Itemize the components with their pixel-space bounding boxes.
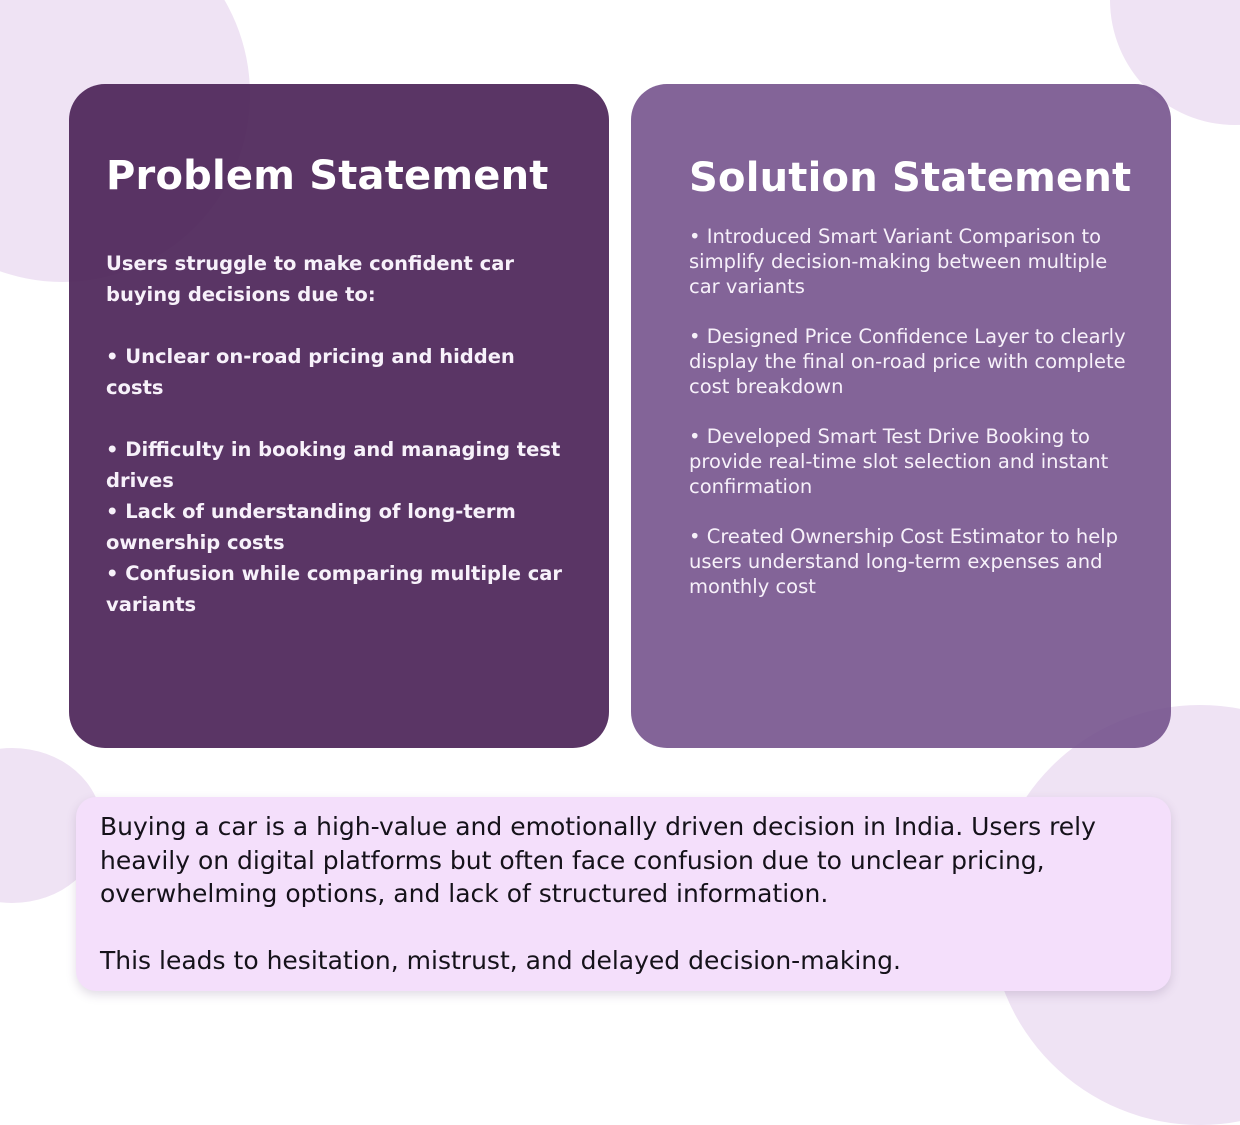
summary-paragraph-impact: This leads to hesitation, mistrust, and delayed decision-making. (100, 946, 901, 975)
problem-item: • Confusion while comparing multiple car variants (106, 562, 563, 616)
problem-item: • Lack of understanding of long-term ownership costs (106, 500, 516, 554)
solution-item: • Created Ownership Cost Estimator to help users understand long-term expenses and monthly cost (689, 525, 1119, 598)
solution-statement-title: Solution Statement (689, 155, 1132, 201)
problem-statement-title: Problem Statement (106, 153, 549, 199)
problem-intro: Users struggle to make confident car buying decisions due to: (106, 252, 514, 306)
solution-item: • Developed Smart Test Drive Booking to provide real-time slot selection and instant confirmation (689, 425, 1109, 498)
problem-statement-body (106, 248, 579, 620)
solution-statement-card (631, 84, 1171, 748)
problem-item: • Unclear on-road pricing and hidden costs (106, 345, 515, 399)
problem-item: • Difficulty in booking and managing test drives (106, 438, 561, 492)
problem-statement-card (69, 84, 609, 748)
context-summary-box (76, 797, 1171, 991)
solution-item: • Introduced Smart Variant Comparison to simplify decision-making between multiple car variants (689, 225, 1108, 298)
solution-statement-body (689, 224, 1141, 599)
solution-item: • Designed Price Confidence Layer to clearly display the final on-road price with complete cost breakdown (689, 325, 1126, 398)
summary-paragraph-context: Buying a car is a high-value and emotionally driven decision in India. Users rely heavily on digital platforms but often face confusion due to unclear pricing, overwhelming options, and lack of structured information. (100, 812, 1096, 908)
